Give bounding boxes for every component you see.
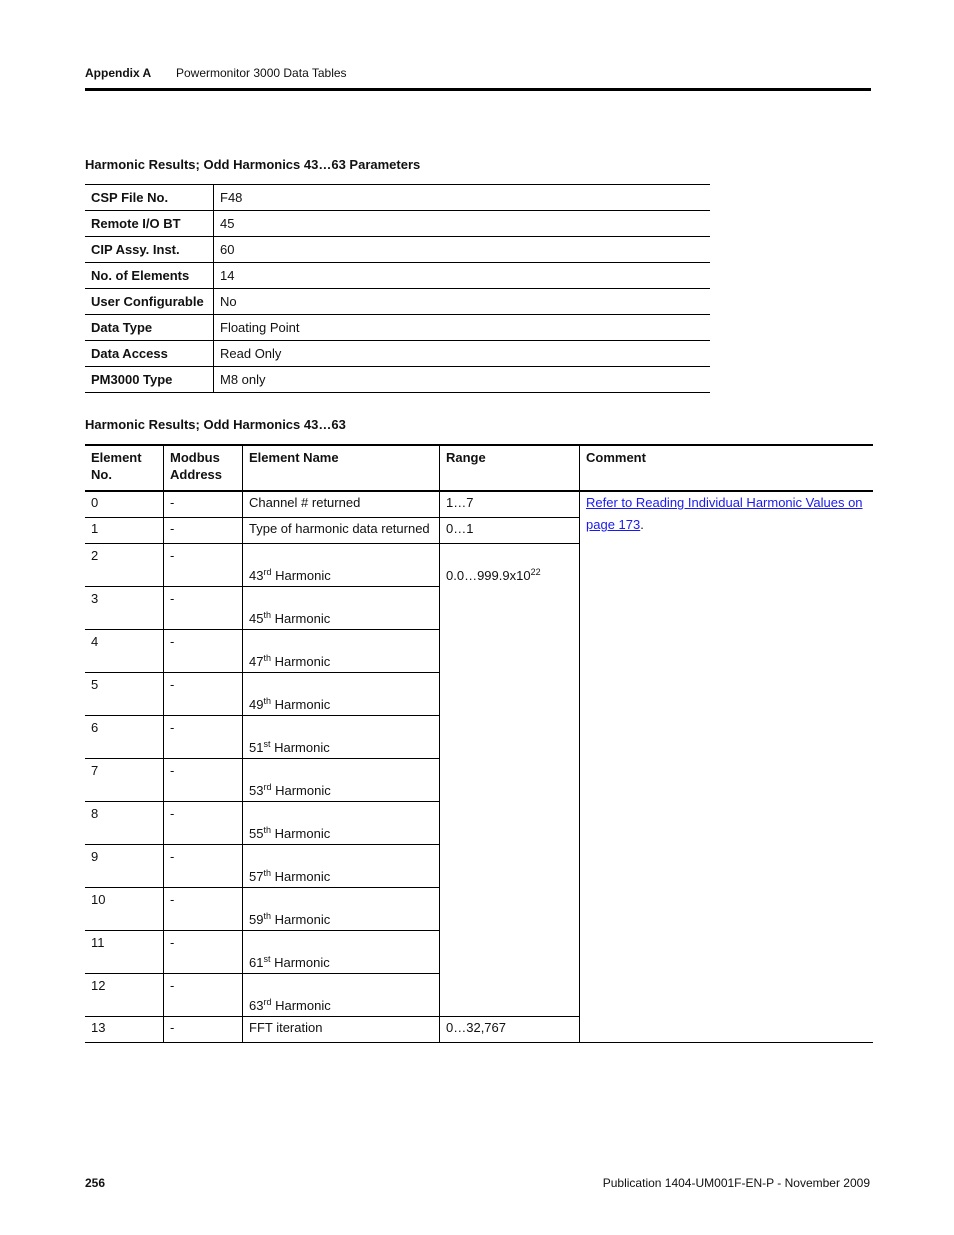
param-row xyxy=(85,237,710,263)
element-no: 6 xyxy=(85,716,164,759)
param-key: CIP Assy. Inst. xyxy=(85,237,214,263)
element-no: 4 xyxy=(85,630,164,673)
param-row xyxy=(85,367,710,393)
harmonics-table xyxy=(85,444,873,1043)
element-name: 59th Harmonic xyxy=(243,888,440,931)
element-name: 45th Harmonic xyxy=(243,587,440,630)
param-key: Data Type xyxy=(85,315,214,341)
element-no: 1 xyxy=(85,518,164,544)
element-no: 2 xyxy=(85,544,164,587)
param-row xyxy=(85,263,710,289)
param-value: No xyxy=(214,289,711,315)
range: 1…7 xyxy=(440,491,580,518)
modbus-address: - xyxy=(164,491,243,518)
param-value: 60 xyxy=(214,237,711,263)
col-range: Range xyxy=(440,445,580,491)
parameters-table xyxy=(85,184,710,393)
element-name: FFT iteration xyxy=(243,1017,440,1043)
col-comment: Comment xyxy=(580,445,874,491)
param-row xyxy=(85,211,710,237)
modbus-address: - xyxy=(164,888,243,931)
param-value: M8 only xyxy=(214,367,711,393)
element-no: 11 xyxy=(85,931,164,974)
harmonic-values-link[interactable]: Refer to Reading Individual Harmonic Values on page 173 xyxy=(586,495,863,532)
param-row xyxy=(85,289,710,315)
chapter-title: Powermonitor 3000 Data Tables xyxy=(176,66,347,80)
modbus-address: - xyxy=(164,630,243,673)
element-name: 47th Harmonic xyxy=(243,630,440,673)
param-row xyxy=(85,315,710,341)
element-no: 12 xyxy=(85,974,164,1017)
element-name: 57th Harmonic xyxy=(243,845,440,888)
appendix-label: Appendix A xyxy=(85,66,152,80)
modbus-address: - xyxy=(164,716,243,759)
modbus-address: - xyxy=(164,845,243,888)
element-name: 55th Harmonic xyxy=(243,802,440,845)
element-no: 13 xyxy=(85,1017,164,1043)
param-key: Remote I/O BT xyxy=(85,211,214,237)
col-element-name: Element Name xyxy=(243,445,440,491)
modbus-address: - xyxy=(164,974,243,1017)
element-name: 51st Harmonic xyxy=(243,716,440,759)
modbus-address: - xyxy=(164,544,243,587)
element-no: 9 xyxy=(85,845,164,888)
element-no: 7 xyxy=(85,759,164,802)
col-element-no: Element No. xyxy=(85,445,164,491)
modbus-address: - xyxy=(164,759,243,802)
header-rule xyxy=(85,88,871,91)
element-name: 61st Harmonic xyxy=(243,931,440,974)
param-value: F48 xyxy=(214,185,711,211)
param-value: Read Only xyxy=(214,341,711,367)
params-table-caption: Harmonic Results; Odd Harmonics 43…63 Parameters xyxy=(85,157,421,172)
modbus-address: - xyxy=(164,518,243,544)
element-no: 10 xyxy=(85,888,164,931)
element-name: Channel # returned xyxy=(243,491,440,518)
element-no: 5 xyxy=(85,673,164,716)
element-no: 0 xyxy=(85,491,164,518)
param-row xyxy=(85,341,710,367)
range: 0…32,767 xyxy=(440,1017,580,1043)
param-key: Data Access xyxy=(85,341,214,367)
element-no: 8 xyxy=(85,802,164,845)
element-name: 43rd Harmonic xyxy=(243,544,440,587)
table-row xyxy=(85,491,873,518)
param-value: Floating Point xyxy=(214,315,711,341)
element-name: 63rd Harmonic xyxy=(243,974,440,1017)
element-name: 49th Harmonic xyxy=(243,673,440,716)
modbus-address: - xyxy=(164,1017,243,1043)
param-value: 45 xyxy=(214,211,711,237)
param-key: No. of Elements xyxy=(85,263,214,289)
modbus-address: - xyxy=(164,802,243,845)
param-key: CSP File No. xyxy=(85,185,214,211)
page-number: 256 xyxy=(85,1176,106,1190)
modbus-address: - xyxy=(164,587,243,630)
element-name: 53rd Harmonic xyxy=(243,759,440,802)
modbus-address: - xyxy=(164,673,243,716)
comment-suffix: . xyxy=(640,517,644,532)
range: 0…1 xyxy=(440,518,580,544)
param-row xyxy=(85,185,710,211)
range-harmonics: $0.0\dots 999.9x10^{22}$ xyxy=(440,544,580,1017)
param-key: User Configurable xyxy=(85,289,214,315)
param-value: 14 xyxy=(214,263,711,289)
element-no: 3 xyxy=(85,587,164,630)
col-modbus-address: Modbus Address xyxy=(164,445,243,491)
modbus-address: - xyxy=(164,931,243,974)
harmonics-table-caption: Harmonic Results; Odd Harmonics 43…63 xyxy=(85,417,346,432)
publication-info: Publication 1404-UM001F-EN-P - November 2009 xyxy=(602,1176,870,1190)
comment-cell xyxy=(580,491,874,1043)
page-header xyxy=(85,66,347,80)
param-key: PM3000 Type xyxy=(85,367,214,393)
element-name: Type of harmonic data returned xyxy=(243,518,440,544)
